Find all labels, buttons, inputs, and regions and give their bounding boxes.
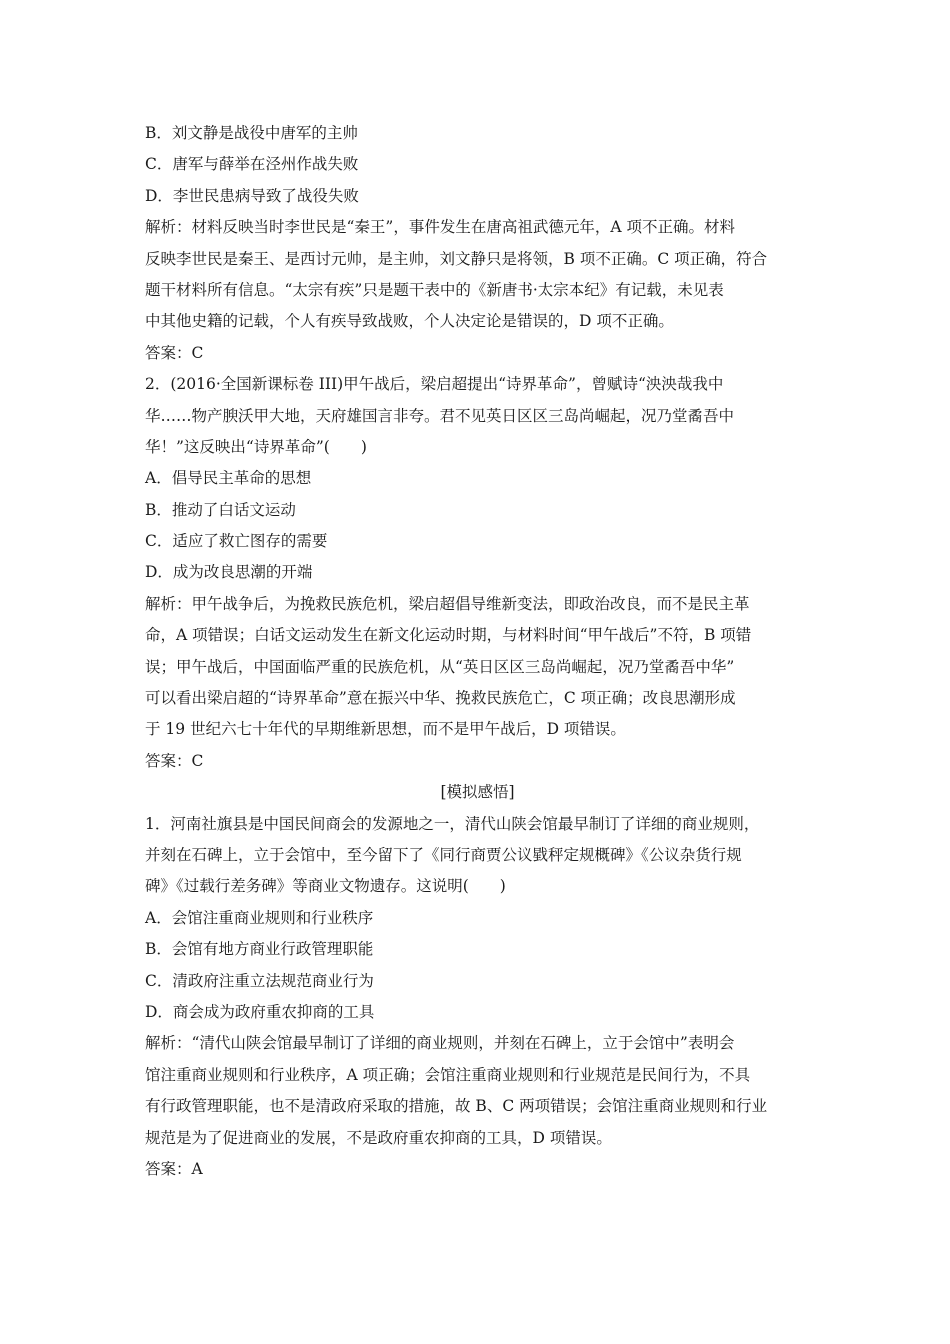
analysis-line: 解析：甲午战争后，为挽救民族危机，梁启超倡导维新变法，即政治改良，而不是民主革 (145, 594, 750, 613)
analysis-line: 解析：“清代山陕会馆最早制订了详细的商业规则，并刻在石碑上，立于会馆中”表明会 (145, 1034, 735, 1053)
option-a: A．倡导民主革命的思想 (145, 469, 312, 488)
option-d: D．李世民患病导致了战役失败 (145, 186, 359, 205)
document-page (145, 118, 810, 1185)
analysis-line: 于 19 世纪六七十年代的早期维新思想，而不是甲午战后，D 项错误。 (145, 720, 626, 739)
analysis-line: 命，A 项错误；白话文运动发生在新文化运动时期，与材料时间“甲午战后”不符，B 项错 (145, 626, 752, 645)
analysis-line: 解析：材料反映当时李世民是“秦王”，事件发生在唐高祖武德元年，A 项不正确。材料 (145, 218, 735, 237)
analysis-line: 反映李世民是秦王、是西讨元帅，是主帅，刘文静只是将领，B 项不正确。C 项正确，符合 (145, 249, 768, 268)
analysis-line: 误；甲午战后，中国面临严重的民族危机，从“英日区区三岛尚崛起，况乃堂矞吾中华” (145, 657, 735, 676)
question-stem: 碑》《过载行差务碑》等商业文物遗存。这说明( ) (145, 877, 506, 896)
mock-question-1 (145, 809, 810, 1186)
question-stem: 华……物产腴沃甲大地，天府雄国言非夸。君不见英日区区三岛尚崛起，况乃堂矞吾中 (145, 406, 735, 425)
answer: 答案：C (145, 343, 204, 362)
question-stem: 并刻在石碑上，立于会馆中，至今留下了《同行商贾公议戥秤定规概碑》《公议杂货行规 (145, 845, 742, 864)
question-stem: 2．(2016·全国新课标卷 III)甲午战后，梁启超提出“诗界革命”，曾赋诗“泱泱哉我中 (145, 375, 724, 394)
option-c: C．清政府注重立法规范商业行为 (145, 971, 374, 990)
analysis-line: 中其他史籍的记载，个人有疾导致战败，个人决定论是错误的，D 项不正确。 (145, 312, 674, 331)
option-b: B．会馆有地方商业行政管理职能 (145, 940, 374, 959)
answer: 答案：C (145, 751, 204, 770)
question-stem: 华！”这反映出“诗界革命”( ) (145, 437, 367, 456)
section-title: [模拟感悟] (440, 783, 515, 802)
option-c: C．适应了救亡图存的需要 (145, 532, 328, 551)
analysis-line: 可以看出梁启超的“诗界革命”意在振兴中华、挽救民族危亡，C 项正确；改良思潮形成 (145, 689, 736, 708)
question-1-continued (145, 118, 810, 369)
analysis-line: 有行政管理职能，也不是清政府采取的措施，故 B、C 两项错误；会馆注重商业规则和行业 (145, 1097, 768, 1116)
question-stem: 1．河南社旗县是中国民间商会的发源地之一，清代山陕会馆最早制订了详细的商业规则， (145, 814, 760, 833)
option-b: B．刘文静是战役中唐军的主帅 (145, 124, 358, 142)
answer: 答案：A (145, 1159, 203, 1178)
option-d: D．成为改良思潮的开端 (145, 563, 313, 582)
option-c: C．唐军与薛举在泾州作战失败 (145, 155, 359, 174)
analysis-line: 馆注重商业规则和行业秩序，A 项正确；会馆注重商业规则和行业规范是民间行为，不具 (145, 1065, 751, 1084)
option-a: A．会馆注重商业规则和行业秩序 (145, 908, 374, 927)
analysis-line: 规范是为了促进商业的发展，不是政府重农抑商的工具，D 项错误。 (145, 1128, 612, 1147)
analysis-line: 题干材料所有信息。“太宗有疾”只是题干表中的《新唐书·太宗本纪》有记载，未见表 (145, 280, 724, 299)
option-b: B．推动了白话文运动 (145, 500, 296, 519)
option-d: D．商会成为政府重农抑商的工具 (145, 1002, 375, 1021)
question-2 (145, 369, 810, 777)
